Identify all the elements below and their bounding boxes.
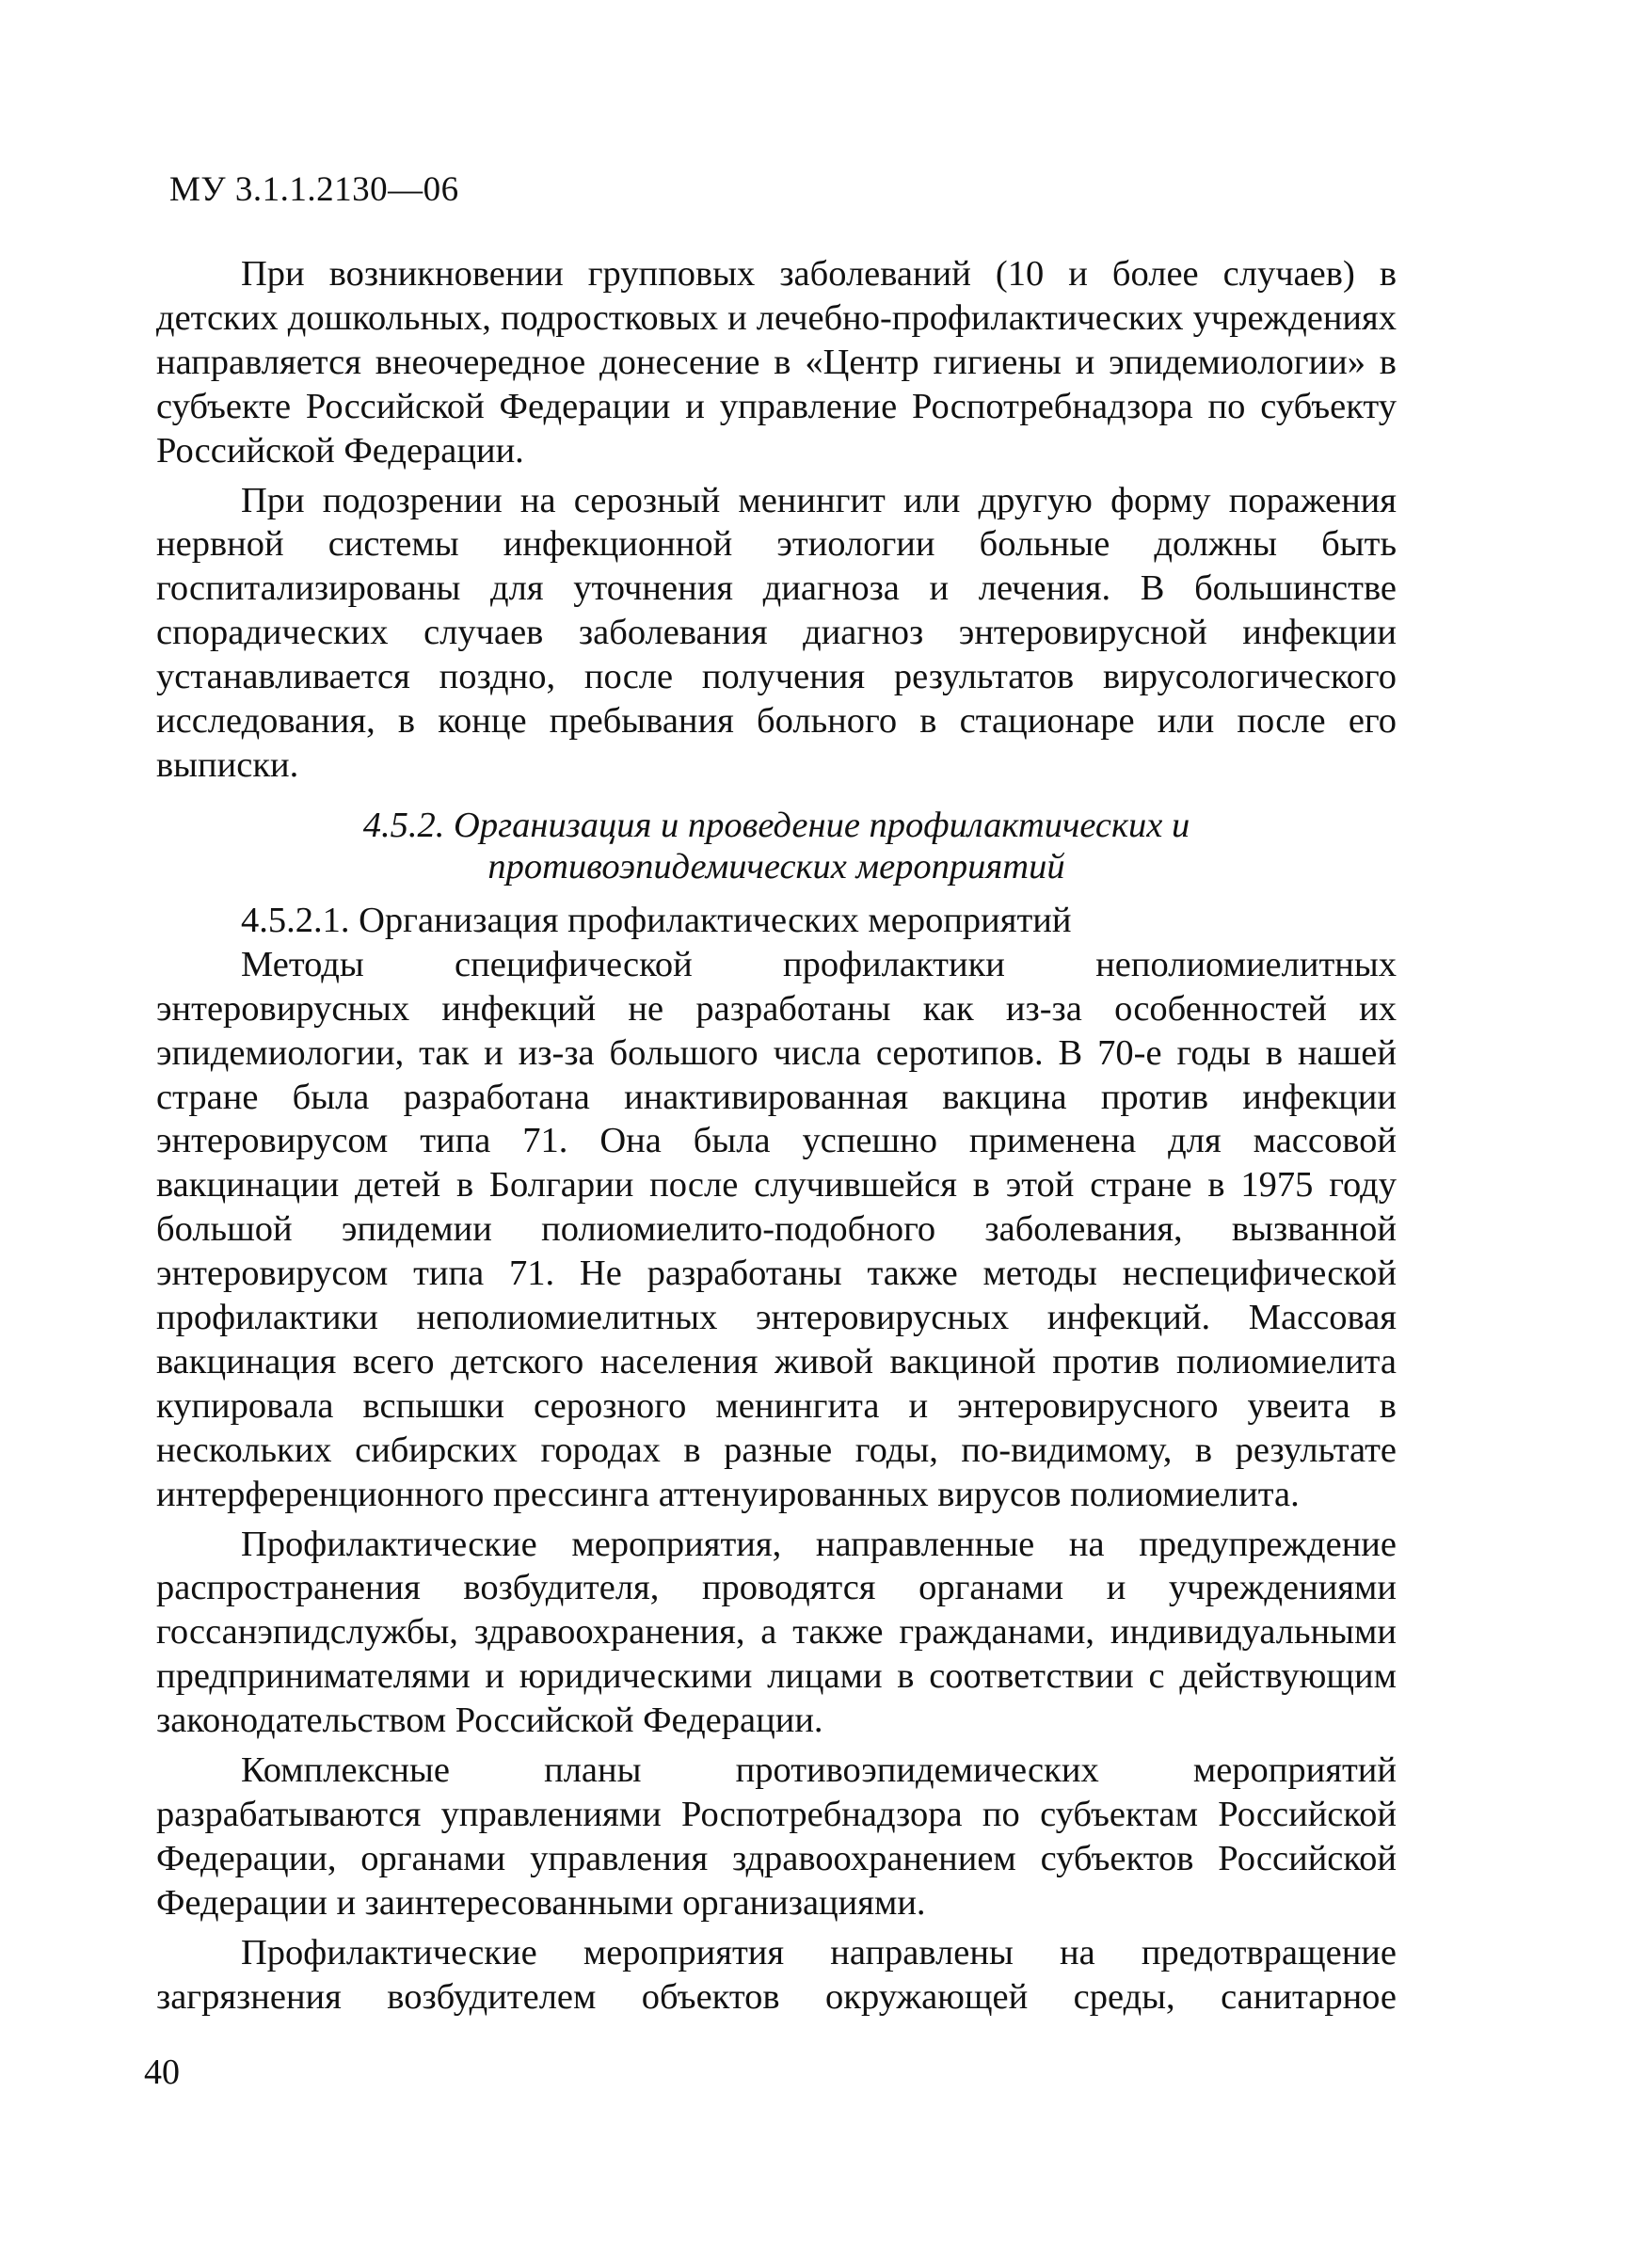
paragraph-comprehensive-plans: Комплексные планы противоэпидемических мероприятий разрабатываются управлениями Роспотребнадзора по субъектам Российской Федерации, органами управления здравоохранением субъектов Российской Федерации и заинтересованными организациями. xyxy=(156,1750,1397,1923)
page-number: 40 xyxy=(144,2052,180,2092)
document-code-header: МУ 3.1.1.2130—06 xyxy=(169,170,459,209)
paragraph-meningitis-hospitalization: При подозрении на серозный менингит или другую форму поражения нервной системы инфекционной этиологии больные должны быть госпитализированы для уточнения диагноза и лечения. В большинстве спорадических случаев заболевания диагноз энтеровирусной инфекции устанавливается поздно, после получения результатов вирусологического исследования, в конце пребывания больного в стационаре или после его выписки. xyxy=(156,480,1397,785)
paragraph-group-outbreak-reporting: При возникновении групповых заболеваний (10 и более случаев) в детских дошкольных, подростковых и лечебно-профилактических учреждениях направляется внеочередное донесение в «Центр гигиены и эпидемиологии» в субъекте Российской Федерации и управление Роспотребнадзора по субъекту Российской Федерации. xyxy=(156,254,1397,471)
subsection-heading: 4.5.2.1. Организация профилактических мероприятий xyxy=(241,900,1072,940)
section-heading: 4.5.2. Организация и проведение профилактических и противоэпидемических мероприятий xyxy=(362,805,1190,886)
paragraph-specific-prophylaxis: Методы специфической профилактики неполиомиелитных энтеровирусных инфекций не разработаны как из-за особенностей их эпидемиологии, так и из-за большого числа серотипов. В 70-е годы в нашей стране была разработана инактивированная вакцина против инфекции энтеровирусом типа 71. Она была успешно применена для массовой вакцинации детей в Болгарии после случившейся в этой стране в 1975 году большой эпидемии полиомиелито-подобного заболевания, вызванной энтеровирусом типа 71. Не разработаны также методы неспецифической профилактики неполиомиелитных энтеровирусных инфекций. Массовая вакцинация всего детского населения живой вакциной против полиомиелита купировала вспышки серозного менингита и энтеровирусного увеита в нескольких сибирских городах в разные годы, по-видимому, в результате интерференционного прессинга аттенуированных вирусов полиомиелита. xyxy=(156,944,1397,1514)
paragraph-preventive-measures: Профилактические мероприятия, направленные на предупреждение распространения возбудителя, проводятся органами и учреждениями госсанэпидслужбы, здравоохранения, а также гражданами, индивидуальными предпринимателями и юридическими лицами в соответствии с действующим законодательством Российской Федерации. xyxy=(156,1524,1397,1741)
paragraph-contamination-prevention: Профилактические мероприятия направлены на предотвращение загрязнения возбудителем объектов окружающей среды, санитарное xyxy=(156,1932,1397,2017)
document-body xyxy=(156,252,1397,2020)
